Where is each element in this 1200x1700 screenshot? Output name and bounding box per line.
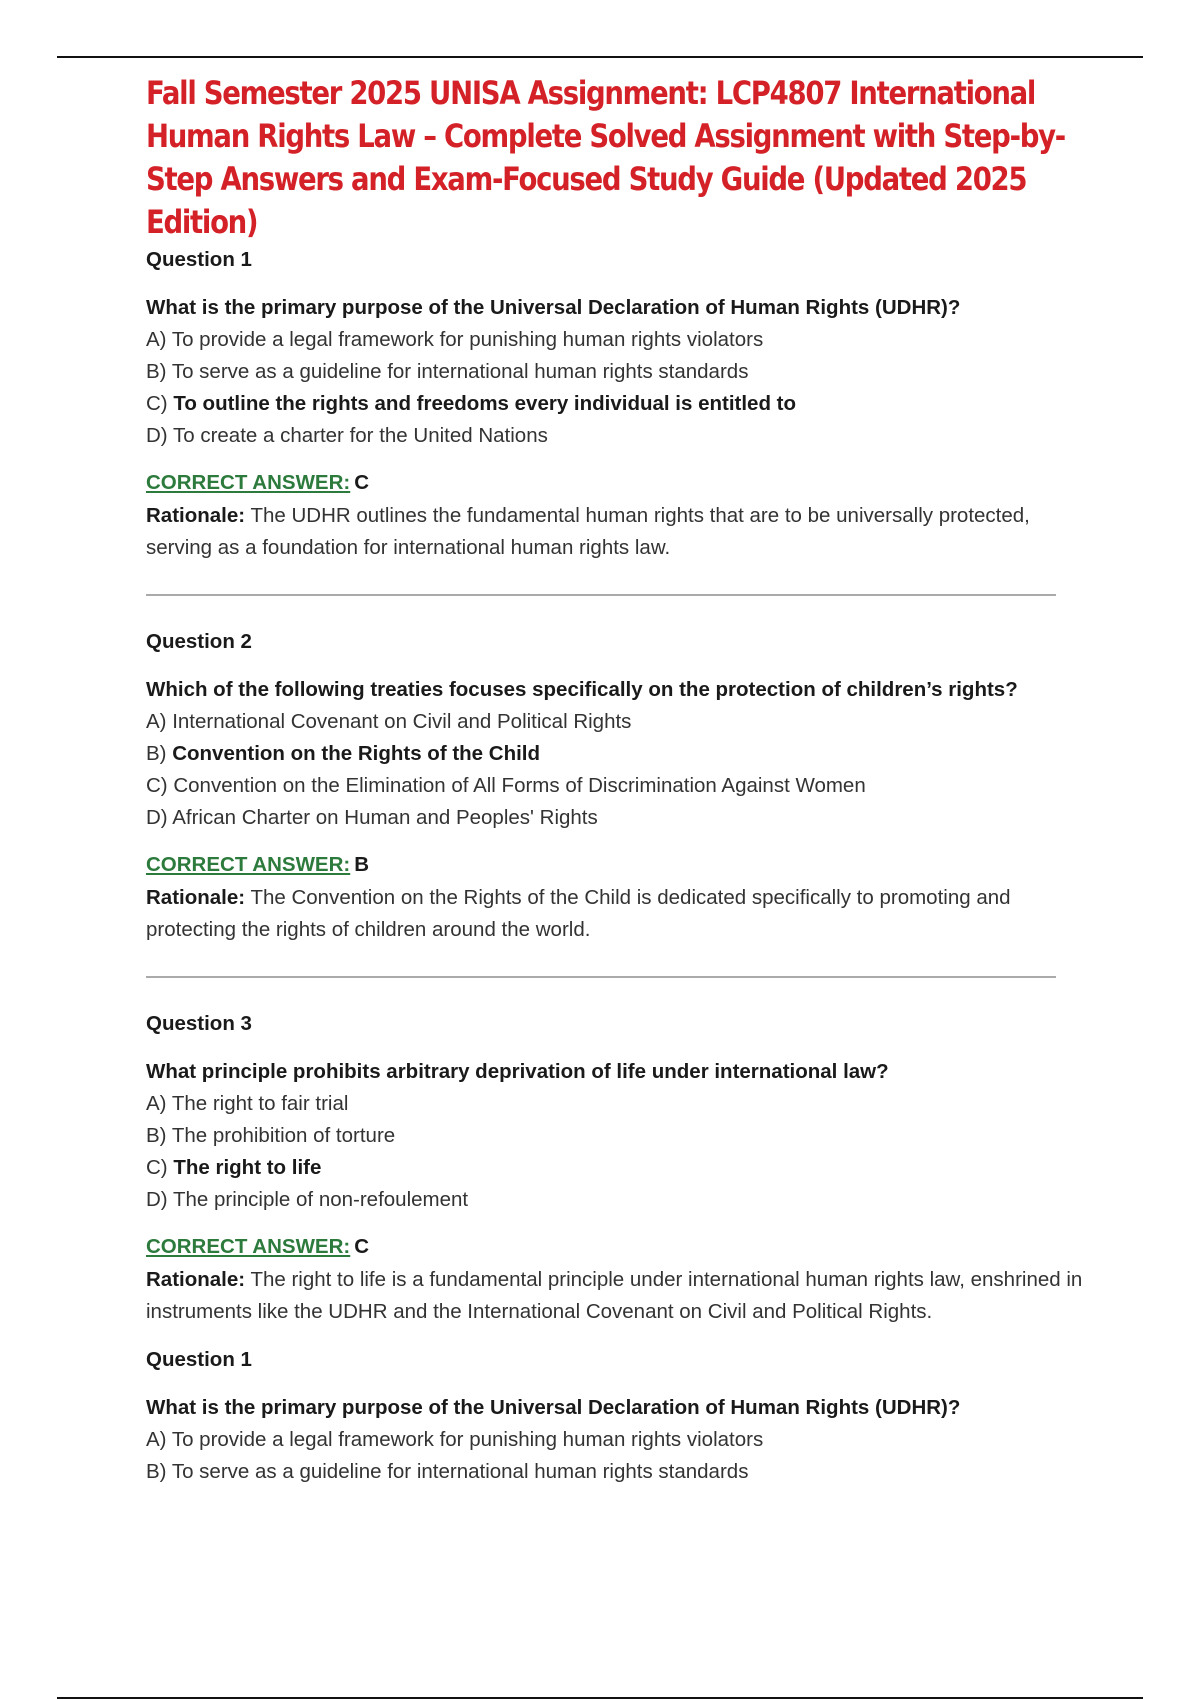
- option-c: [146, 770, 1086, 802]
- question-block: [146, 1344, 1086, 1488]
- section-divider: [146, 976, 1056, 978]
- page-top-rule: [57, 56, 1143, 58]
- correct-answer: [146, 1232, 1086, 1262]
- rationale-text: The UDHR outlines the fundamental human rights that are to be universally protected, serving as a foundation for international human rights law.: [146, 504, 1030, 559]
- question-heading: Question 1: [146, 248, 252, 271]
- rationale-label: Rationale:: [146, 886, 246, 909]
- correct-answer-letter: C: [354, 471, 370, 494]
- correct-answer: [146, 850, 1086, 880]
- option-d: [146, 802, 1086, 834]
- option-letter: D): [146, 1188, 168, 1211]
- rationale-text: The right to life is a fundamental principle under international human rights law, enshrined in instruments like the UDHR and the International Covenant on Civil and Political Rights.: [146, 1268, 1083, 1323]
- option-text: The prohibition of torture: [171, 1124, 396, 1147]
- correct-answer-label: CORRECT ANSWER:: [146, 853, 351, 876]
- rationale-label: Rationale:: [146, 1268, 246, 1291]
- option-b: [146, 1456, 1086, 1488]
- option-list: [146, 1088, 1086, 1216]
- spacer: [146, 1328, 1086, 1344]
- option-letter: B): [146, 742, 167, 765]
- option-a: [146, 1088, 1086, 1120]
- rationale-text: The Convention on the Rights of the Child is dedicated specifically to promoting and protecting the rights of children around the world.: [146, 886, 1011, 941]
- option-letter: A): [146, 1428, 167, 1451]
- document-title: Fall Semester 2025 UNISA Assignment: LCP4807 International Human Rights Law – Complete Solved Assignment with Step-by-Step Answers and Exam-Focused Study Guide (Updated 2025 Edition): [146, 74, 1065, 241]
- option-text: To provide a legal framework for punishing human rights violators: [171, 328, 764, 351]
- option-list: [146, 706, 1086, 834]
- option-letter: C): [146, 392, 168, 415]
- option-text: Convention on the Elimination of All Forms of Discrimination Against Women: [173, 774, 866, 797]
- option-list: [146, 324, 1086, 452]
- option-a: [146, 324, 1086, 356]
- option-letter: B): [146, 1460, 167, 1483]
- rationale: [146, 1264, 1086, 1328]
- rationale: [146, 500, 1086, 564]
- question-text: What is the primary purpose of the Universal Declaration of Human Rights (UDHR)?: [146, 1396, 961, 1419]
- option-letter: C): [146, 774, 168, 797]
- document-body: [146, 72, 1086, 1488]
- option-text: The right to fair trial: [171, 1092, 349, 1115]
- question-block: [146, 1008, 1086, 1328]
- rationale-label: Rationale:: [146, 504, 246, 527]
- option-letter: D): [146, 806, 168, 829]
- page-bottom-rule: [57, 1697, 1143, 1699]
- correct-answer: [146, 468, 1086, 498]
- section-divider: [146, 594, 1056, 596]
- rationale: [146, 882, 1086, 946]
- option-letter: B): [146, 1124, 167, 1147]
- option-text: The right to life: [173, 1156, 322, 1179]
- option-text: To outline the rights and freedoms every individual is entitled to: [173, 392, 797, 415]
- option-c: [146, 388, 1086, 420]
- question-text: Which of the following treaties focuses specifically on the protection of children’s rights?: [146, 678, 1018, 701]
- correct-answer-label: CORRECT ANSWER:: [146, 1235, 351, 1258]
- option-a: [146, 1424, 1086, 1456]
- option-b: [146, 356, 1086, 388]
- option-text: To create a charter for the United Nations: [172, 424, 548, 447]
- option-text: The principle of non-refoulement: [172, 1188, 469, 1211]
- option-letter: B): [146, 360, 167, 383]
- option-text: African Charter on Human and Peoples' Rights: [172, 806, 598, 829]
- option-text: To provide a legal framework for punishing human rights violators: [171, 1428, 764, 1451]
- option-letter: A): [146, 710, 167, 733]
- option-b: [146, 738, 1086, 770]
- option-d: [146, 1184, 1086, 1216]
- option-text: Convention on the Rights of the Child: [172, 742, 541, 765]
- option-text: International Covenant on Civil and Political Rights: [172, 710, 632, 733]
- option-letter: C): [146, 1156, 168, 1179]
- correct-answer-label: CORRECT ANSWER:: [146, 471, 351, 494]
- question-heading: Question 3: [146, 1012, 252, 1035]
- question-heading: Question 2: [146, 630, 252, 653]
- question-block: [146, 244, 1086, 564]
- option-a: [146, 706, 1086, 738]
- question-text: What principle prohibits arbitrary deprivation of life under international law?: [146, 1060, 889, 1083]
- option-text: To serve as a guideline for international human rights standards: [171, 360, 749, 383]
- option-list: [146, 1424, 1086, 1488]
- correct-answer-letter: C: [354, 1235, 370, 1258]
- correct-answer-letter: B: [354, 853, 370, 876]
- question-text: What is the primary purpose of the Universal Declaration of Human Rights (UDHR)?: [146, 296, 961, 319]
- option-letter: A): [146, 1092, 167, 1115]
- option-text: To serve as a guideline for international human rights standards: [171, 1460, 749, 1483]
- option-c: [146, 1152, 1086, 1184]
- option-b: [146, 1120, 1086, 1152]
- option-letter: A): [146, 328, 167, 351]
- question-block: [146, 626, 1086, 946]
- option-letter: D): [146, 424, 168, 447]
- question-heading: Question 1: [146, 1348, 252, 1371]
- option-d: [146, 420, 1086, 452]
